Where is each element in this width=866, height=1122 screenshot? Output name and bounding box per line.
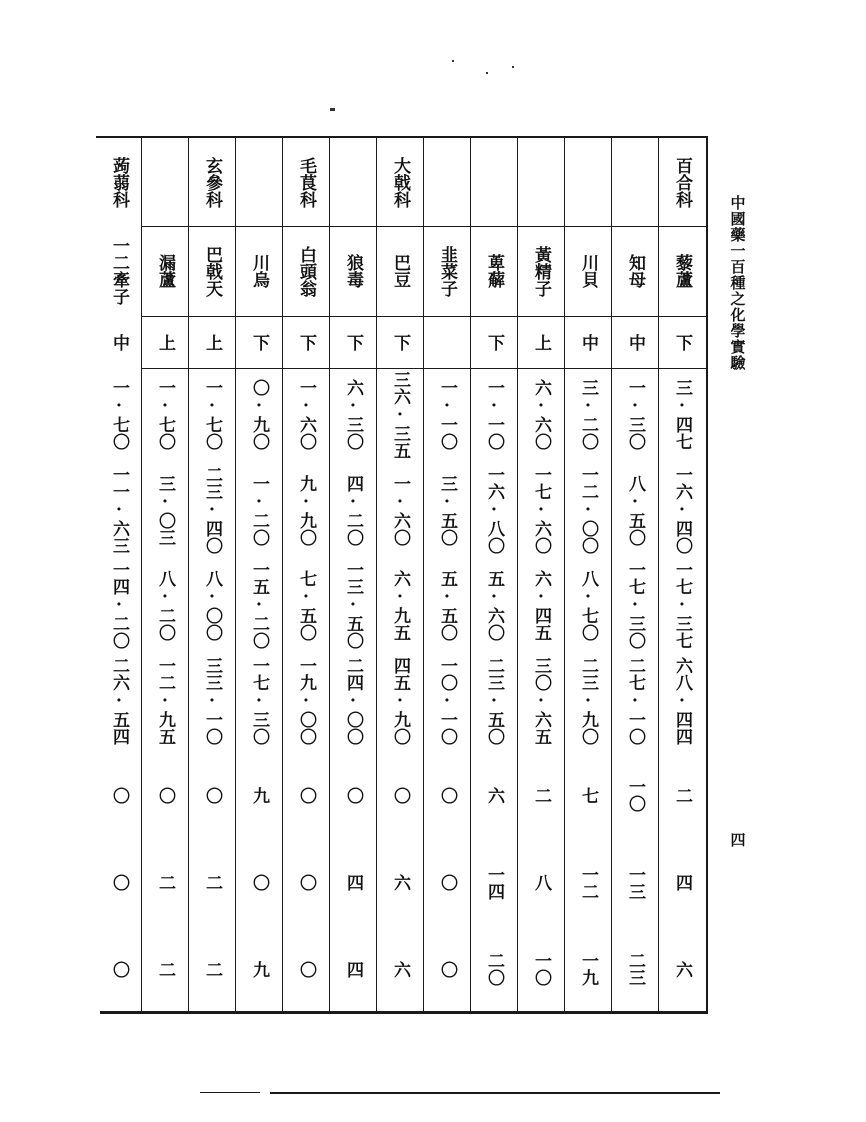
table-column-rule: [658, 138, 659, 1011]
table-cell-mark-1: [659, 751, 706, 839]
scan-speck: [486, 72, 488, 74]
table-cell-grade-text: 上: [202, 333, 222, 351]
table-cell-herb-text: 川貝: [578, 254, 598, 288]
table-cell-mark-1: [236, 751, 283, 839]
table-cell-mark-1-text: 九: [249, 786, 269, 804]
table-cell-value-4-text: 二六·五四: [109, 657, 129, 745]
table-cell-value-3: [236, 559, 283, 651]
table-cell-mark-1-text: 二: [531, 786, 551, 804]
table-cell-mark-2-text: 一四: [484, 865, 504, 900]
table-cell-mark-2: [612, 839, 659, 926]
table-cell-value-2-text: 三·〇三: [155, 474, 175, 546]
table-cell-herb: [518, 226, 565, 316]
table-cell-value-4: [142, 651, 189, 751]
table-cell-mark-2-text: 〇: [437, 874, 457, 891]
table-cell-value-2: [189, 461, 236, 559]
table-bottom-rule: [100, 1011, 706, 1014]
table-cell-value-4-text: 二三·五〇: [484, 657, 504, 745]
table-cell-mark-3: [96, 926, 143, 1012]
table-cell-value-2: [283, 461, 330, 559]
table-cell-mark-3: [565, 926, 612, 1012]
table-cell-value-4: [377, 651, 424, 751]
table-right-rule: [706, 136, 708, 1014]
table-cell-grade-text: 中: [625, 333, 645, 351]
table-cell-value-4-text: 六八·四四: [672, 657, 692, 745]
table-cell-mark-1-text: 〇: [390, 786, 410, 804]
table-cell-mark-3: [471, 926, 518, 1012]
table-cell-mark-3: [189, 926, 236, 1012]
table-cell-value-2-text: 三·五〇: [437, 474, 457, 546]
table-cell-value-4: [330, 651, 377, 751]
table-cell-herb: [283, 226, 330, 316]
table-cell-family: [96, 138, 143, 226]
table-row-rule: [142, 316, 706, 317]
table-cell-herb-text: 韭菜子: [437, 245, 457, 297]
table-cell-value-1-text: 一·六〇: [296, 379, 316, 450]
table-cell-family-text: 百合科: [672, 156, 692, 208]
table-cell-value-3-text: 一五·二〇: [249, 561, 269, 649]
table-cell-grade: [659, 316, 706, 368]
table-cell-mark-1-text: 二: [672, 786, 692, 804]
table-cell-mark-1-text: 〇: [296, 786, 316, 804]
table-cell-mark-1: [283, 751, 330, 839]
table-column-rule: [188, 138, 189, 1011]
table-cell-value-3: [330, 559, 377, 651]
table-cell-value-1: [565, 368, 612, 461]
table-cell-grade: [96, 316, 143, 368]
table-cell-value-3-text: 五·六〇: [484, 569, 504, 641]
table-column-rule: [235, 138, 236, 1011]
table-cell-value-3-text: 八·七〇: [578, 569, 598, 641]
table-cell-value-2: [612, 461, 659, 559]
table-cell-value-2-text: 二三·四〇: [202, 466, 222, 554]
table-cell-family: [236, 138, 283, 226]
table-cell-value-2: [659, 461, 706, 559]
table-cell-value-1-text: 六·三〇: [343, 379, 363, 450]
table-cell-grade-text: 下: [390, 333, 410, 351]
table-cell-grade-text: 下: [484, 333, 504, 351]
table-cell-value-2: [330, 461, 377, 559]
table-cell-family: [518, 138, 565, 226]
table-cell-value-1-text: 三六·三五: [390, 370, 410, 459]
table-cell-mark-2-text: 〇: [296, 874, 316, 891]
table-cell-value-3: [189, 559, 236, 651]
table-cell-value-2: [471, 461, 518, 559]
table-cell-mark-2: [471, 839, 518, 926]
table-cell-family-text: 大戟科: [390, 156, 410, 208]
table-cell-value-2-text: 一·二〇: [249, 474, 269, 546]
table-cell-herb: [330, 226, 377, 316]
table-cell-value-1-text: 〇·九〇: [249, 379, 269, 450]
table-cell-mark-2-text: 〇: [249, 874, 269, 891]
table-cell-value-3-text: 六·四五: [531, 569, 551, 641]
page-number-text: 四: [728, 831, 747, 847]
table-cell-mark-2-text: 二: [155, 874, 175, 891]
table-cell-value-4-text: 一〇·一〇: [437, 657, 457, 745]
table-cell-grade: [565, 316, 612, 368]
table-cell-mark-2: [189, 839, 236, 926]
table-cell-mark-3-text: 〇: [109, 960, 129, 978]
table-cell-mark-1: [330, 751, 377, 839]
table-cell-value-2: [96, 461, 143, 559]
table-cell-grade: [236, 316, 283, 368]
table-cell-mark-1-text: 〇: [437, 786, 457, 804]
table-cell-grade-text: 下: [343, 333, 363, 351]
table-cell-value-2: [565, 461, 612, 559]
table-cell-herb: [424, 226, 471, 316]
table-cell-value-1-text: 一·七〇: [109, 379, 129, 450]
table-column-rule: [141, 138, 142, 1011]
table-cell-herb-text: 巴戟天: [202, 245, 222, 297]
table-cell-value-4: [518, 651, 565, 751]
table-cell-mark-3-text: 〇: [296, 960, 316, 978]
table-cell-mark-2: [283, 839, 330, 926]
table-cell-mark-3: [659, 926, 706, 1012]
table-cell-value-2: [518, 461, 565, 559]
table-cell-mark-1: [96, 751, 143, 839]
table-cell-value-2-text: 四·二〇: [343, 474, 363, 546]
scan-speck: [452, 60, 454, 62]
table-cell-value-3: [424, 559, 471, 651]
table-cell-value-2-text: 九·九〇: [296, 474, 316, 546]
table-cell-mark-2: [142, 839, 189, 926]
table-cell-mark-1: [377, 751, 424, 839]
table-cell-value-4: [424, 651, 471, 751]
table-cell-value-3: [565, 559, 612, 651]
table-cell-mark-1-text: 一〇: [625, 778, 645, 812]
scan-edge-line: [200, 1092, 260, 1093]
table-cell-family: [377, 138, 424, 226]
table-cell-value-1: [612, 368, 659, 461]
table-cell-value-3-text: 六·九五: [390, 569, 410, 641]
running-title: [724, 195, 752, 455]
table-cell-family: [612, 138, 659, 226]
table-cell-grade: [518, 316, 565, 368]
table-cell-mark-1-text: 〇: [202, 786, 222, 804]
table-cell-mark-2: [330, 839, 377, 926]
table-cell-grade-text: 中: [578, 333, 598, 351]
table-cell-value-1-text: 一·三〇: [625, 379, 645, 450]
table-column-rule: [423, 138, 424, 1011]
table-cell-grade: [612, 316, 659, 368]
table-cell-herb-text: 漏蘆: [155, 254, 175, 288]
table-cell-value-3: [283, 559, 330, 651]
table-cell-mark-3: [283, 926, 330, 1012]
scan-speck: [512, 66, 514, 68]
table-cell-mark-3: [142, 926, 189, 1012]
table-cell-mark-3-text: 二: [155, 960, 175, 978]
table-cell-family-text: 蒟蒻科: [109, 156, 129, 208]
table-cell-grade: [283, 316, 330, 368]
table-cell-value-1: [236, 368, 283, 461]
table-cell-family-text: 毛茛科: [296, 156, 316, 208]
table-cell-value-2-text: 一六·四〇: [672, 466, 692, 554]
table-cell-mark-3-text: 六: [672, 960, 692, 978]
table-cell-mark-1-text: 七: [578, 786, 598, 804]
table-cell-grade-text: 下: [672, 333, 692, 351]
table-cell-value-2: [236, 461, 283, 559]
table-cell-value-4: [659, 651, 706, 751]
table-cell-mark-2-text: 〇: [109, 874, 129, 891]
table-cell-family: [283, 138, 330, 226]
table-cell-family: [142, 138, 189, 226]
table-column-rule: [376, 138, 377, 1011]
table-cell-herb-text: 狼毒: [343, 254, 363, 288]
table-cell-value-1: [377, 368, 424, 461]
table-cell-grade-text: 下: [249, 333, 269, 351]
running-title-text: 中國藥一百種之化學實驗: [728, 195, 747, 371]
table-cell-mark-3: [518, 926, 565, 1012]
table-cell-herb: [377, 226, 424, 316]
table-cell-value-1: [189, 368, 236, 461]
table-cell-value-4-text: 一九·〇〇: [296, 657, 316, 745]
table-cell-value-4: [283, 651, 330, 751]
table-cell-grade: [424, 316, 471, 368]
table-cell-herb-text: 川烏: [249, 254, 269, 288]
table-cell-grade-text: 上: [155, 333, 175, 351]
table-cell-value-1: [96, 368, 143, 461]
table-cell-grade: [142, 316, 189, 368]
table-cell-mark-3-text: 六: [390, 960, 410, 978]
table-cell-mark-1-text: 〇: [109, 786, 129, 804]
table-cell-mark-2: [518, 839, 565, 926]
table-column-rule: [470, 138, 471, 1011]
scan-edge-line: [270, 1092, 720, 1094]
table-cell-mark-1: [518, 751, 565, 839]
table-cell-family: [424, 138, 471, 226]
table-cell-herb: [142, 226, 189, 316]
table-cell-mark-3-text: 一〇: [531, 952, 551, 986]
table-cell-value-1-text: 一·七〇: [155, 379, 175, 450]
table-cell-grade-text: 中: [109, 333, 129, 351]
table-cell-mark-2: [377, 839, 424, 926]
table-cell-mark-1-text: 〇: [343, 786, 363, 804]
table-cell-value-4-text: 二七·一〇: [625, 657, 645, 745]
table-cell-value-1-text: 一·一〇: [437, 379, 457, 450]
table-cell-mark-1-text: 〇: [155, 786, 175, 804]
table-cell-value-3-text: 七·五〇: [296, 569, 316, 641]
table-cell-value-2: [377, 461, 424, 559]
table-cell-value-3: [518, 559, 565, 651]
table-cell-value-1: [330, 368, 377, 461]
table-column-rule: [517, 138, 518, 1011]
table-cell-mark-1: [424, 751, 471, 839]
table-row-rule: [142, 368, 706, 369]
table-cell-value-3: [142, 559, 189, 651]
table-row-rule: [142, 226, 706, 227]
table-cell-value-2: [424, 461, 471, 559]
table-cell-value-1: [518, 368, 565, 461]
table-cell-value-3-text: 一七·三七: [672, 561, 692, 649]
table-cell-value-2: [142, 461, 189, 559]
table-cell-value-3-text: 八·二〇: [155, 569, 175, 641]
table-cell-herb: [659, 226, 706, 316]
table-cell-mark-2: [659, 839, 706, 926]
table-cell-herb-text: 白頭翁: [296, 245, 316, 297]
table-cell-mark-2-text: 四: [672, 874, 692, 891]
table-cell-family: [189, 138, 236, 226]
table-cell-family: [565, 138, 612, 226]
table-cell-value-1-text: 三·四七: [672, 379, 692, 450]
table-cell-value-4: [189, 651, 236, 751]
table-cell-grade: [189, 316, 236, 368]
table-cell-mark-3: [424, 926, 471, 1012]
table-cell-value-3-text: 五·五〇: [437, 569, 457, 641]
table-cell-value-4: [565, 651, 612, 751]
table-cell-mark-2: [565, 839, 612, 926]
table-cell-herb-text: 黃精子: [531, 245, 551, 297]
table-cell-mark-2: [236, 839, 283, 926]
table-cell-mark-2-text: 二: [202, 874, 222, 891]
table-cell-mark-2-text: 四: [343, 874, 363, 891]
table-cell-mark-2-text: 八: [531, 874, 551, 891]
table-cell-mark-3-text: 九: [249, 960, 269, 978]
table-cell-value-3: [659, 559, 706, 651]
table-cell-grade: [377, 316, 424, 368]
table-cell-mark-2-text: 六: [390, 874, 410, 891]
table-cell-value-2-text: 一二·〇〇: [578, 466, 598, 554]
table-cell-mark-3: [377, 926, 424, 1012]
table-cell-value-1: [659, 368, 706, 461]
table-cell-grade: [471, 316, 518, 368]
table-cell-mark-3-text: 四: [343, 960, 363, 978]
table-cell-value-4: [236, 651, 283, 751]
table-cell-mark-2-text: 一三: [625, 865, 645, 900]
table-cell-mark-1: [142, 751, 189, 839]
table-cell-family: [471, 138, 518, 226]
table-cell-herb: [471, 226, 518, 316]
table-cell-mark-1: [565, 751, 612, 839]
table-cell-value-2-text: 一六·八〇: [484, 466, 504, 554]
table-cell-value-1: [424, 368, 471, 461]
table-cell-mark-3: [236, 926, 283, 1012]
table-cell-family-text: 玄參科: [202, 156, 222, 208]
table-cell-value-4-text: 三三·一〇: [202, 657, 222, 745]
table-cell-value-3-text: 一七·三〇: [625, 561, 645, 649]
table-cell-value-4: [471, 651, 518, 751]
table-cell-herb: [612, 226, 659, 316]
table-cell-mark-1-text: 六: [484, 786, 504, 804]
table-cell-mark-2: [96, 839, 143, 926]
table-cell-value-4-text: 一七·三〇: [249, 657, 269, 745]
table-column-rule: [329, 138, 330, 1011]
table-cell-mark-3-text: 二三: [625, 952, 645, 986]
table-cell-mark-1: [471, 751, 518, 839]
table-cell-value-3: [96, 559, 143, 651]
table-cell-mark-3-text: 〇: [437, 960, 457, 978]
table-cell-value-1-text: 一·七〇: [202, 379, 222, 450]
table-cell-herb: [189, 226, 236, 316]
table-cell-value-2-text: 一·六〇: [390, 474, 410, 546]
table-cell-value-4-text: 三〇·六五: [531, 657, 551, 745]
scan-speck: [330, 108, 335, 111]
table-cell-value-4-text: 二四·〇〇: [343, 657, 363, 745]
table-cell-grade-text: 上: [531, 333, 551, 351]
table-cell-herb-text: 知母: [625, 254, 645, 288]
table-cell-value-4: [612, 651, 659, 751]
table-cell-value-1: [142, 368, 189, 461]
table-cell-value-2-text: 一一·六三: [109, 466, 129, 554]
table-cell-value-3-text: 一三·五〇: [343, 561, 363, 649]
table-cell-herb: [565, 226, 612, 316]
table-cell-value-4: [96, 651, 143, 751]
table-cell-family: [659, 138, 706, 226]
table-cell-value-2-text: 八·五〇: [625, 474, 645, 546]
table-cell-mark-3-text: 一九: [578, 952, 598, 986]
table-cell-herb: [96, 226, 143, 316]
table-cell-value-1: [283, 368, 330, 461]
table-cell-family: [330, 138, 377, 226]
table-cell-value-3-text: 一四·二〇: [109, 561, 129, 649]
table-column-rule: [282, 138, 283, 1011]
table-cell-value-4-text: 二三·九〇: [578, 657, 598, 745]
table-column-rule: [564, 138, 565, 1011]
page-number: [724, 822, 752, 856]
table-cell-value-4-text: 四五·九〇: [390, 657, 410, 745]
table-cell-value-3: [471, 559, 518, 651]
table-cell-value-3: [612, 559, 659, 651]
table-cell-value-1-text: 六·六〇: [531, 379, 551, 450]
table-cell-value-1-text: 三·二〇: [578, 379, 598, 450]
table-cell-mark-2-text: 一二: [578, 865, 598, 900]
table-cell-herb-text: 一二牽子: [109, 237, 129, 305]
table-cell-mark-2: [424, 839, 471, 926]
table-cell-value-3-text: 八·〇〇: [202, 569, 222, 641]
table-cell-grade-text: 下: [296, 333, 316, 351]
table-cell-mark-1: [189, 751, 236, 839]
table-cell-value-3: [377, 559, 424, 651]
table-cell-mark-1: [612, 751, 659, 839]
table-cell-mark-3: [612, 926, 659, 1012]
table-cell-value-4-text: 一二·九五: [155, 657, 175, 745]
table-cell-value-1-text: 一·一〇: [484, 379, 504, 450]
table-cell-herb-text: 巴豆: [390, 254, 410, 288]
table-cell-mark-3-text: 二〇: [484, 952, 504, 986]
table-cell-grade: [330, 316, 377, 368]
table-cell-herb: [236, 226, 283, 316]
table-column-rule: [611, 138, 612, 1011]
table-cell-value-1: [471, 368, 518, 461]
table-cell-mark-3: [330, 926, 377, 1012]
table-cell-herb-text: 藜蘆: [672, 254, 692, 288]
table-cell-mark-3-text: 二: [202, 960, 222, 978]
table-cell-value-2-text: 一七·六〇: [531, 466, 551, 554]
table-cell-herb-text: 萆薢: [484, 254, 504, 288]
